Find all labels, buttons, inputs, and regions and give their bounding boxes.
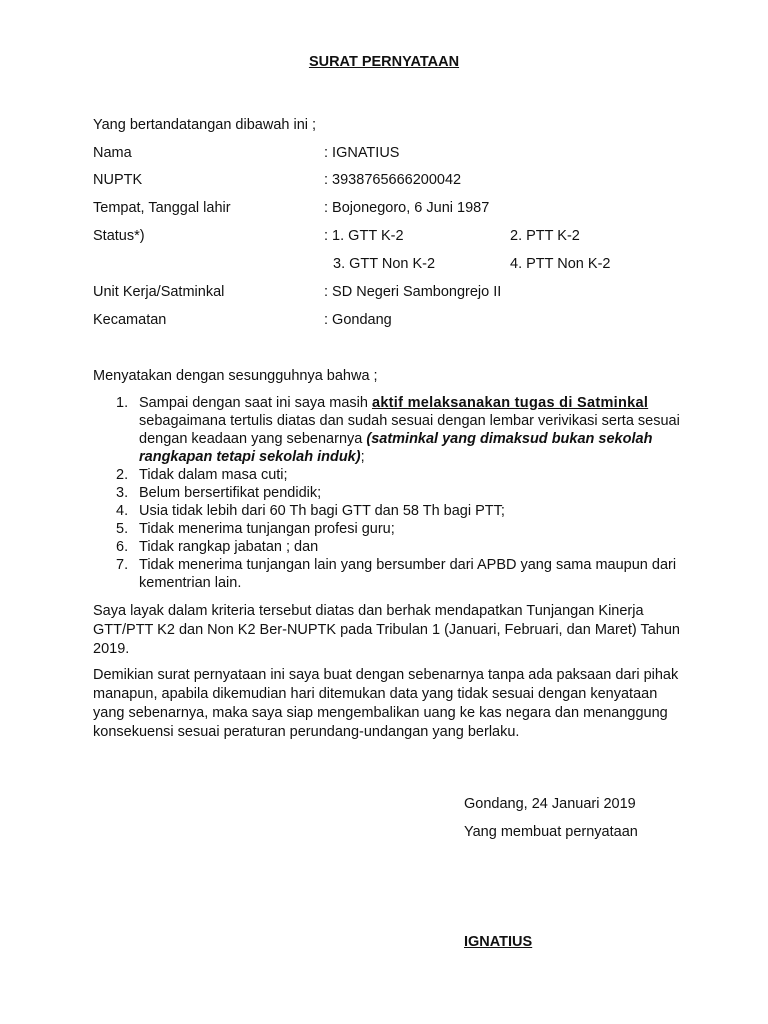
list-item <box>93 520 693 538</box>
list-item <box>93 538 693 556</box>
signatory-role: Yang membuat pernyataan <box>464 824 638 840</box>
status-label: Status*) <box>93 228 145 244</box>
item-text: Belum bersertifikat pendidik; <box>139 485 322 501</box>
nama-label: Nama <box>93 145 132 161</box>
list-number: 6. <box>116 539 129 555</box>
ttl-label: Tempat, Tanggal lahir <box>93 200 231 216</box>
item-text: sebagaimana tertulis diatas dan sudah sesuai dengan lembar verivikasi serta sesuai dengan keadaan yang sebenarnya <box>139 413 680 447</box>
statement-intro: Menyatakan dengan sesungguhnya bahwa ; <box>93 368 378 384</box>
unit-value: : SD Negeri Sambongrejo II <box>324 284 502 300</box>
item-text: Tidak dalam masa cuti; <box>139 467 288 483</box>
unit-label: Unit Kerja/Satminkal <box>93 284 225 300</box>
intro-text: Yang bertandatangan dibawah ini ; <box>93 117 317 133</box>
item-text: Sampai dengan saat ini saya masih <box>139 395 372 411</box>
list-number: 5. <box>116 521 129 537</box>
ttl-value: : Bojonegoro, 6 Juni 1987 <box>324 200 490 216</box>
status-option-2: 2. PTT K-2 <box>510 228 580 244</box>
list-number: 7. <box>116 557 129 573</box>
place-date: Gondang, 24 Januari 2019 <box>464 796 636 812</box>
list-number: 4. <box>116 503 129 519</box>
document-title: SURAT PERNYATAAN <box>308 54 460 70</box>
closing-paragraph: Demikian surat pernyataan ini saya buat dengan sebenarnya tanpa ada paksaan dari pihak manapun, apabila dikemudian hari ditemukan data yang tidak sesuai dengan kenyataan yang sebenarnya, maka saya siap mengembalikan uang ke kas negara dan menanggung konsekuensi sesuai peraturan perundang-undangan yang berlaku. <box>93 667 679 740</box>
item-text: Tidak menerima tunjangan profesi guru; <box>139 521 395 537</box>
item-text: ; <box>360 449 365 465</box>
signatory-name: IGNATIUS <box>464 934 533 950</box>
item-text: Tidak rangkap jabatan ; dan <box>139 539 319 555</box>
status-option-1: : 1. GTT K-2 <box>324 228 404 244</box>
item-text: Usia tidak lebih dari 60 Th bagi GTT dan 58 Th bagi PTT; <box>139 503 505 519</box>
item-emphasis: aktif melaksanakan tugas di Satminkal <box>371 395 649 411</box>
list-item <box>93 394 693 466</box>
statement-list <box>93 394 693 592</box>
list-item <box>93 484 693 502</box>
list-item <box>93 556 693 592</box>
item-text: Tidak menerima tunjangan lain yang bersumber dari APBD yang sama maupun dari kementrian lain. <box>139 557 677 591</box>
item-italic-note: (satminkal yang dimaksud bukan sekolah rangkapan tetapi sekolah induk) <box>139 431 653 465</box>
list-item <box>93 502 693 520</box>
status-option-4: 4. PTT Non K-2 <box>510 256 611 272</box>
nama-value: : IGNATIUS <box>324 145 400 161</box>
kecamatan-value: : Gondang <box>324 312 392 328</box>
list-item <box>93 466 693 484</box>
kecamatan-label: Kecamatan <box>93 312 167 328</box>
nuptk-value: : 3938765666200042 <box>324 172 462 188</box>
nuptk-label: NUPTK <box>93 172 143 188</box>
list-number: 1. <box>116 395 129 411</box>
list-number: 2. <box>116 467 129 483</box>
status-option-3: 3. GTT Non K-2 <box>333 256 436 272</box>
list-number: 3. <box>116 485 129 501</box>
eligibility-paragraph: Saya layak dalam kriteria tersebut diatas dan berhak mendapatkan Tunjangan Kinerja GTT/PTT K2 dan Non K2 Ber-NUPTK pada Tribulan 1 (Januari, Februari, dan Maret) Tahun 2019. <box>93 603 680 657</box>
